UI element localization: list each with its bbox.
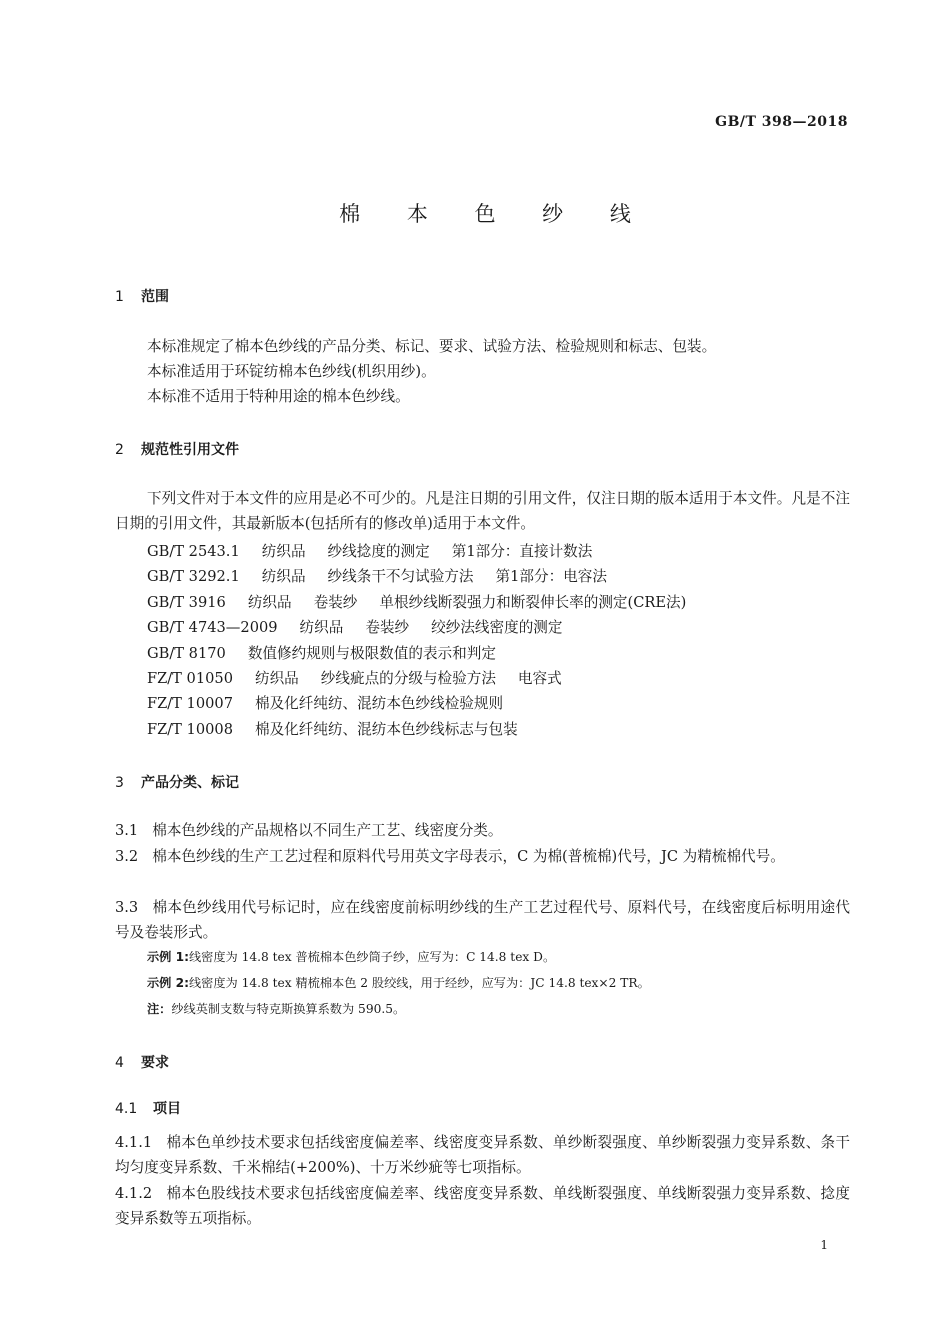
clause-number: 3.3 — [115, 899, 139, 916]
reference-title-part: 棉及化纤纯纺、混纺本色纱线检验规则 — [254, 695, 504, 712]
example-1 — [147, 948, 555, 965]
reference-item — [147, 718, 518, 739]
reference-title-part: 纺织品 — [299, 619, 344, 636]
reference-title-part: 卷装纱 — [365, 619, 410, 636]
example-label: 示例 1: — [147, 950, 189, 964]
section-title: 规范性引用文件 — [141, 442, 239, 458]
example-text: 线密度为 14.8 tex 精梳棉本色 2 股绞线，用于经纱，应写为：JC 14.8 tex×2 TR。 — [188, 976, 650, 990]
subsection-4-1-heading — [115, 1098, 181, 1118]
subsection-title: 项目 — [153, 1101, 181, 1117]
clause-text: 棉本色股线技术要求包括线密度偏差率、线密度变异系数、单线断裂强度、单线断裂强力变异系数、捻度变异系数等五项指标。 — [115, 1185, 850, 1227]
clause-text: 棉本色纱线的生产工艺过程和原料代号用英文字母表示，C 为棉(普梳棉)代号，JC 为精梳棉代号。 — [152, 848, 785, 865]
reference-title-part: 卷装纱 — [313, 594, 358, 611]
paragraph: 下列文件对于本文件的应用是必不可少的。凡是注日期的引用文件，仅注日期的版本适用于本文件。凡是不注日期的引用文件，其最新版本(包括所有的修改单)适用于本文件。 — [115, 490, 850, 532]
paragraph: 本标准不适用于特种用途的棉本色纱线。 — [147, 388, 410, 405]
section-number: 3 — [115, 775, 124, 791]
reference-title-part: 数值修约规则与极限数值的表示和判定 — [247, 645, 496, 662]
reference-title-part: 第1部分：直接计数法 — [451, 543, 593, 560]
reference-title-part: 棉及化纤纯纺、混纺本色纱线标志与包装 — [254, 721, 518, 738]
reference-code: FZ/T 10008 — [147, 721, 233, 738]
clause-3-3 — [115, 895, 850, 945]
reference-item — [147, 540, 592, 561]
page-number: 1 — [820, 1238, 828, 1252]
section-number: 4 — [115, 1055, 124, 1071]
reference-title-part: 纱线捻度的测定 — [327, 543, 430, 560]
clause-text: 棉本色纱线用代号标记时，应在线密度前标明纱线的生产工艺过程代号、原料代号，在线密度后标明用途代号及卷装形式。 — [115, 899, 850, 941]
reference-code: GB/T 3292.1 — [147, 568, 240, 585]
section-title: 产品分类、标记 — [141, 775, 239, 791]
reference-title-part: 单根纱线断裂强力和断裂伸长率的测定(CRE法) — [379, 594, 687, 611]
reference-title-part: 第1部分：电容法 — [495, 568, 607, 585]
reference-item — [147, 667, 562, 688]
section-title: 要求 — [141, 1055, 169, 1071]
subsection-number: 4.1 — [115, 1101, 138, 1117]
reference-item — [147, 616, 563, 637]
section-1-heading — [115, 286, 169, 306]
reference-title-part: 纱线条干不匀试验方法 — [327, 568, 474, 585]
section-4-heading — [115, 1052, 169, 1072]
reference-title-part: 纺织品 — [261, 568, 306, 585]
clause-number: 4.1.1 — [115, 1134, 153, 1151]
example-text: 线密度为 14.8 tex 普梳棉本色纱筒子纱，应写为：C 14.8 tex D。 — [188, 950, 556, 964]
reference-title-part: 电容式 — [517, 670, 562, 687]
note-text: 纱线英制支数与特克斯换算系数为 590.5。 — [171, 1002, 406, 1016]
clause-text: 棉本色纱线的产品规格以不同生产工艺、线密度分类。 — [152, 822, 503, 839]
section-2-heading — [115, 439, 239, 459]
reference-item — [147, 565, 607, 586]
reference-item — [147, 591, 686, 612]
paragraph: 本标准规定了棉本色纱线的产品分类、标记、要求、试验方法、检验规则和标志、包装。 — [147, 338, 717, 355]
reference-title-part: 纺织品 — [247, 594, 292, 611]
reference-title-part: 绞纱法线密度的测定 — [431, 619, 563, 636]
reference-item — [147, 642, 496, 663]
example-label: 示例 2: — [147, 976, 189, 990]
reference-title-part: 纺织品 — [254, 670, 299, 687]
paragraph: 本标准适用于环锭纺棉本色纱线(机织用纱)。 — [147, 363, 436, 380]
clause-number: 3.2 — [115, 848, 139, 865]
reference-item — [147, 692, 503, 713]
document-title: 棉 本 色 纱 线 — [339, 202, 651, 226]
section-3-heading — [115, 772, 239, 792]
note — [147, 1000, 405, 1017]
clause-3-1 — [115, 818, 850, 843]
clause-text: 棉本色单纱技术要求包括线密度偏差率、线密度变异系数、单纱断裂强度、单纱断裂强力变异系数、条干均匀度变异系数、千米棉结(+200%)、十万米纱疵等七项指标。 — [115, 1134, 850, 1176]
clause-number: 3.1 — [115, 822, 139, 839]
reference-code: FZ/T 01050 — [147, 670, 233, 687]
clause-4-1-1 — [115, 1130, 850, 1180]
reference-title-part: 纺织品 — [261, 543, 306, 560]
clause-3-2 — [115, 844, 850, 869]
reference-code: GB/T 3916 — [147, 594, 226, 611]
clause-number: 4.1.2 — [115, 1185, 153, 1202]
clause-4-1-2 — [115, 1181, 850, 1231]
reference-code: FZ/T 10007 — [147, 695, 233, 712]
reference-code: GB/T 8170 — [147, 645, 226, 662]
reference-code: GB/T 2543.1 — [147, 543, 240, 560]
note-label: 注： — [147, 1002, 172, 1016]
standard-number: GB/T 398—2018 — [715, 114, 848, 130]
example-2 — [147, 974, 650, 991]
reference-code: GB/T 4743—2009 — [147, 619, 278, 636]
reference-title-part: 纱线疵点的分级与检验方法 — [320, 670, 496, 687]
section-number: 2 — [115, 442, 124, 458]
section-title: 范围 — [141, 289, 169, 305]
section-number: 1 — [115, 289, 124, 305]
